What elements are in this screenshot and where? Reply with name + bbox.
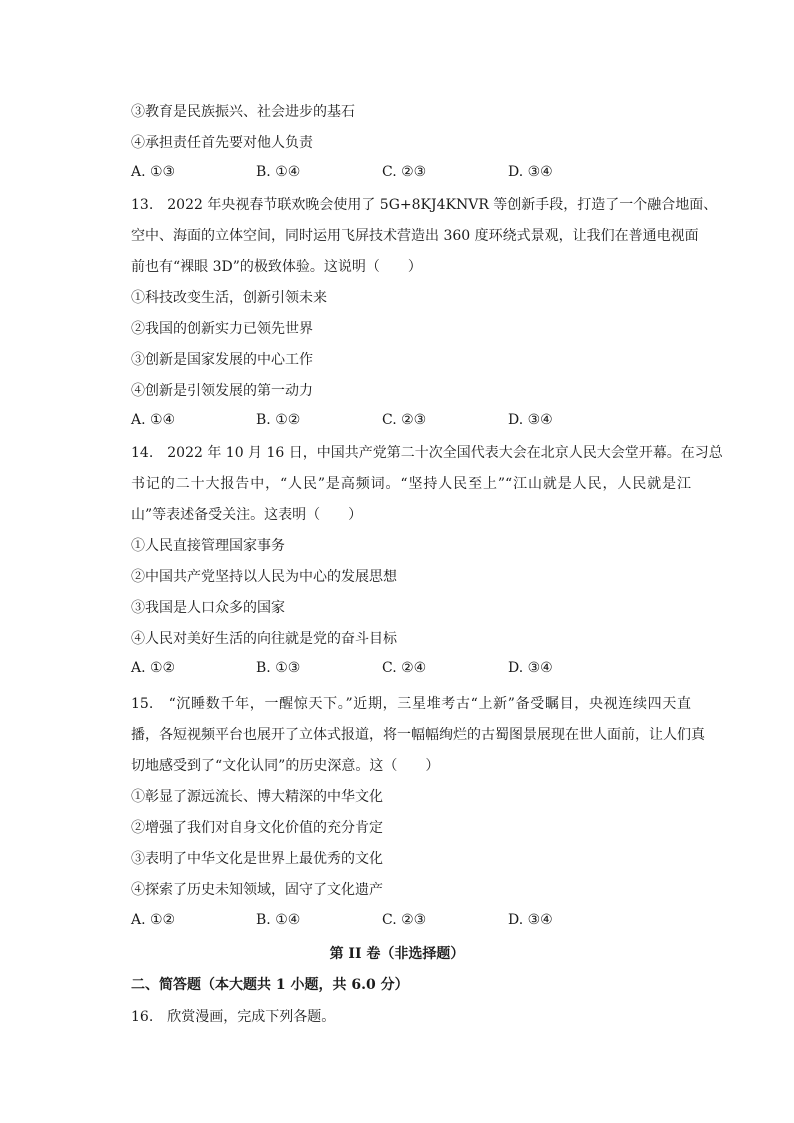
q15-stem-line-3: 切地感受到了“文化认同”的历史深意。这（ ） [131, 758, 440, 774]
q13-option-a[interactable]: A. ①④ [131, 412, 176, 428]
q13-item-4: ④创新是引领发展的第一动力 [131, 383, 313, 399]
q15-item-1: ①彰显了源远流长、博大精深的中华文化 [131, 789, 383, 805]
q15-option-d[interactable]: D. ③④ [508, 912, 553, 928]
q15-item-2: ②增强了我们对自身文化价值的充分肯定 [131, 820, 383, 836]
q13-item-3: ③创新是国家发展的中心工作 [131, 352, 313, 368]
q15-item-3: ③表明了中华文化是世界上最优秀的文化 [131, 851, 383, 867]
q14-stem-line-2: 书记的二十大报告中，“人民”是高频词。“坚持人民至上”“江山就是人民，人民就是江 [131, 476, 691, 492]
q12-option-a[interactable]: A. ①③ [131, 164, 176, 180]
q15-option-b[interactable]: B. ①④ [256, 912, 301, 928]
q13-option-c[interactable]: C. ②③ [382, 412, 427, 428]
q13-item-1: ①科技改变生活，创新引领未来 [131, 290, 327, 306]
q13-stem-line-1: 13. 2022 年央视春节联欢晚会使用了 5G+8KJ4KNVR 等创新手段，打造了一个融合地面、 [131, 197, 718, 213]
q13-stem-line-3: 前也有“裸眼 3D”的极致体验。这说明（ ） [131, 259, 422, 275]
q14-stem-line-1: 14. 2022 年 10 月 16 日，中国共产党第二十次全国代表大会在北京人民大会堂开幕。在习总 [131, 445, 723, 461]
q12-option-d[interactable]: D. ③④ [508, 164, 553, 180]
q12-option-b[interactable]: B. ①④ [256, 164, 301, 180]
q15-stem-line-1: 15. “沉睡数千年，一醒惊天下。”近期，三星堆考古“上新”备受瞩目，央视连续四天直 [131, 696, 691, 712]
q14-item-1: ①人民直接管理国家事务 [131, 538, 285, 554]
q15-item-4: ④探索了历史未知领域，固守了文化遗产 [131, 882, 383, 898]
q16-stem: 16. 欣赏漫画，完成下列各题。 [131, 1009, 336, 1025]
q14-option-d[interactable]: D. ③④ [508, 660, 553, 676]
q14-item-2: ②中国共产党坚持以人民为中心的发展思想 [131, 569, 397, 585]
q14-option-a[interactable]: A. ①② [131, 660, 176, 676]
q15-option-a[interactable]: A. ①② [131, 912, 176, 928]
q12-option-c[interactable]: C. ②③ [382, 164, 427, 180]
q14-option-b[interactable]: B. ①③ [256, 660, 301, 676]
q13-option-d[interactable]: D. ③④ [508, 412, 553, 428]
q14-item-3: ③我国是人口众多的国家 [131, 600, 285, 616]
q14-option-c[interactable]: C. ②④ [382, 660, 427, 676]
q14-item-4: ④人民对美好生活的向往就是党的奋斗目标 [131, 631, 397, 647]
q15-option-c[interactable]: C. ②③ [382, 912, 427, 928]
q14-stem-line-3: 山”等表述备受关注。这表明（ ） [131, 507, 363, 523]
section-2-title: 第 II 卷（非选择题） [329, 946, 465, 962]
q13-stem-line-2: 空中、海面的立体空间，同时运用飞屏技术营造出 360 度环绕式景观，让我们在普通电视面 [131, 228, 699, 244]
part-2-heading: 二、简答题（本大题共 1 小题，共 6.0 分） [131, 977, 409, 993]
q12-item-3: ③教育是民族振兴、社会进步的基石 [131, 104, 355, 120]
q13-option-b[interactable]: B. ①② [256, 412, 301, 428]
q13-item-2: ②我国的创新实力已领先世界 [131, 321, 313, 337]
q12-item-4: ④承担责任首先要对他人负责 [131, 135, 313, 151]
q15-stem-line-2: 播，各短视频平台也展开了立体式报道，将一幅幅绚烂的古蜀图景展现在世人面前，让人们真 [131, 727, 705, 743]
